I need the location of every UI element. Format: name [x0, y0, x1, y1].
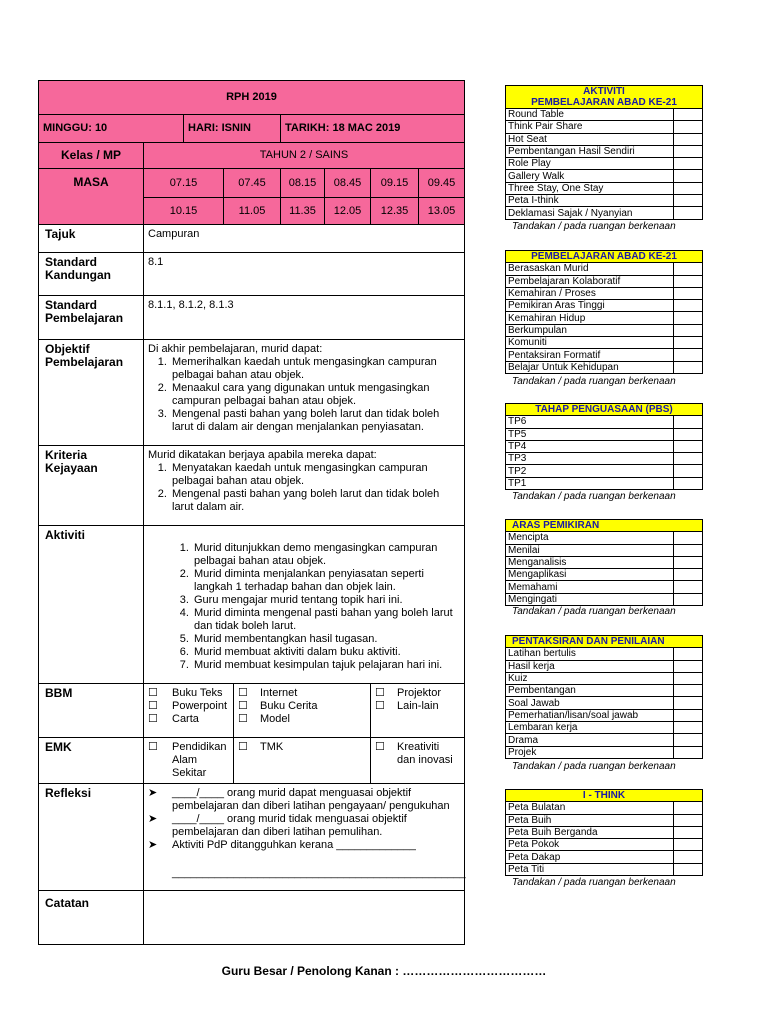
table-row-label: TP4	[506, 440, 674, 452]
emk-col-3	[371, 738, 465, 784]
table-row-label: Mengaplikasi	[506, 569, 674, 581]
table-row-label: Drama	[506, 734, 674, 746]
checkbox-icon[interactable]: ☐	[238, 687, 248, 699]
objektif-list	[148, 356, 460, 434]
bbm-col-2	[234, 684, 371, 738]
mark-cell[interactable]	[674, 581, 703, 593]
mark-cell[interactable]	[674, 746, 703, 758]
kriteria-cell	[144, 446, 465, 526]
table-row-label: TP2	[506, 465, 674, 477]
tandakan-note: Tandakan / pada ruangan berkenaan	[512, 491, 676, 502]
refleksi-text: Aktiviti PdP ditangguhkan kerana _____________	[172, 839, 416, 851]
table-row-label: Memahami	[506, 581, 674, 593]
checkbox-icon[interactable]: ☐	[238, 713, 248, 725]
mark-cell[interactable]	[674, 361, 703, 373]
checkbox-label: Lain-lain	[397, 700, 439, 712]
table-row-label: Berasaskan Murid	[506, 263, 674, 275]
mark-cell[interactable]	[674, 170, 703, 182]
time-slot: 11.05	[224, 198, 281, 225]
checkbox-item[interactable]	[375, 687, 460, 700]
standard-pembelajaran-label: Standard Pembelajaran	[39, 296, 144, 340]
tandakan-note: Tandakan / pada ruangan berkenaan	[512, 606, 676, 617]
table-row-label: Mengingati	[506, 593, 674, 605]
table-row-label: Pentaksiran Formatif	[506, 349, 674, 361]
mark-cell[interactable]	[674, 428, 703, 440]
mark-cell[interactable]	[674, 593, 703, 605]
time-slot: 10.15	[144, 198, 224, 225]
table-row-label: Peta Pokok	[506, 839, 674, 851]
aktiviti-list	[170, 542, 460, 672]
table-row-label: Projek	[506, 746, 674, 758]
refleksi-text: ____/____ orang murid dapat menguasai objektif pembelajaran dan diberi latihan pengayaan/ pengukuhan	[172, 787, 450, 812]
table-row-label: Three Stay, One Stay	[506, 182, 674, 194]
list-item: 1. Memerihalkan kaedah untuk mengasingkan campuran pelbagai bahan atau objek.	[170, 356, 460, 382]
checkbox-icon[interactable]: ☐	[148, 741, 158, 753]
pembelajaran-abad21-title: PEMBELAJARAN ABAD KE-21	[506, 251, 703, 263]
table-row-label: Menilai	[506, 544, 674, 556]
checkbox-label: Pendidikan Alam Sekitar	[172, 741, 227, 779]
i-think-title: I - THINK	[506, 790, 703, 802]
pentaksiran-title: PENTAKSIRAN DAN PENILAIAN	[506, 636, 703, 648]
refleksi-text: ____/____ orang murid tidak menguasai objektif pembelajaran dan diberi latihan pemulihan.	[172, 813, 407, 838]
mark-cell[interactable]	[674, 312, 703, 324]
time-slot: 13.05	[419, 198, 465, 225]
table-row-label: Peta Buih	[506, 814, 674, 826]
checkbox-label: Projektor	[397, 687, 442, 699]
mark-cell[interactable]	[674, 802, 703, 814]
list-item: 6. Murid membuat aktiviti dalam buku aktiviti.	[192, 646, 460, 659]
checkbox-item[interactable]	[148, 741, 229, 780]
table-row-label: Kuiz	[506, 672, 674, 684]
table-row-label: Kemahiran Hidup	[506, 312, 674, 324]
table-row-label: Hasil kerja	[506, 660, 674, 672]
kriteria-list	[148, 462, 460, 514]
list-item: 2. Murid diminta menjalankan penyiasatan seperti langkah 1 terhadap bahan dan objek lain.	[192, 568, 460, 594]
table-row-label: Kemahiran / Proses	[506, 287, 674, 299]
kriteria-label: Kriteria Kejayaan	[39, 446, 144, 526]
mark-cell[interactable]	[674, 851, 703, 863]
aktiviti-abad21-table	[505, 85, 703, 220]
objektif-cell	[144, 340, 465, 446]
mark-cell[interactable]	[674, 275, 703, 287]
mark-cell[interactable]	[674, 660, 703, 672]
checkbox-label: Kreativiti dan inovasi	[397, 741, 453, 766]
checkbox-icon[interactable]: ☐	[375, 687, 385, 699]
list-item: 7. Murid membuat kesimpulan tajuk pelajaran hari ini.	[192, 659, 460, 672]
table-row-label: Soal Jawab	[506, 697, 674, 709]
mark-cell[interactable]	[674, 324, 703, 336]
checkbox-label: TMK	[260, 741, 284, 753]
mark-cell[interactable]	[674, 121, 703, 133]
table-row-label: Pembentangan	[506, 685, 674, 697]
mark-cell[interactable]	[674, 337, 703, 349]
time-slot: 07.45	[224, 169, 281, 198]
mark-cell[interactable]	[674, 685, 703, 697]
standard-kandungan-value: 8.1	[144, 253, 465, 296]
checkbox-label: Buku Cerita	[260, 700, 318, 712]
aktiviti-cell	[144, 526, 465, 684]
tarikh-field: TARIKH: 18 MAC 2019	[281, 115, 465, 143]
list-item: 4. Murid diminta mengenal pasti bahan yang boleh larut dan tidak boleh larut.	[192, 607, 460, 633]
aras-pemikiran-table	[505, 519, 703, 606]
mark-cell[interactable]	[674, 453, 703, 465]
table-row-label: Pembelajaran Kolaboratif	[506, 275, 674, 287]
aktiviti-abad21-title: AKTIVITI PEMBELAJARAN ABAD KE-21	[506, 86, 703, 109]
checkbox-item[interactable]	[238, 713, 366, 726]
checkbox-icon[interactable]: ☐	[375, 700, 385, 712]
mark-cell[interactable]	[674, 263, 703, 275]
table-row-label: TP1	[506, 477, 674, 489]
aras-pemikiran-title: ARAS PEMIKIRAN	[506, 520, 703, 532]
i-think-table	[505, 789, 703, 876]
refleksi-blank-line: ________________________________________________	[172, 867, 466, 879]
list-item: 5. Murid membentangkan hasil tugasan.	[192, 633, 460, 646]
table-row-label: Pembentangan Hasil Sendiri	[506, 145, 674, 157]
tahap-penguasaan-table	[505, 403, 703, 490]
list-item	[148, 787, 460, 813]
checkbox-label: Buku Teks	[172, 687, 223, 699]
table-row-label: Gallery Walk	[506, 170, 674, 182]
checkbox-icon[interactable]: ☐	[238, 741, 248, 753]
checkbox-item[interactable]	[238, 687, 366, 700]
mark-cell[interactable]	[674, 839, 703, 851]
checkbox-label: Internet	[260, 687, 298, 699]
checkbox-icon[interactable]: ☐	[148, 713, 158, 725]
refleksi-label: Refleksi	[39, 784, 144, 891]
aktiviti-label: Aktiviti	[39, 526, 144, 684]
mark-cell[interactable]	[674, 709, 703, 721]
mark-cell[interactable]	[674, 349, 703, 361]
emk-label: EMK	[39, 738, 144, 784]
table-row-label: Berkumpulan	[506, 324, 674, 336]
checkbox-icon[interactable]: ☐	[375, 741, 385, 753]
arrow-bullet-icon: ➤	[148, 787, 158, 799]
mark-cell[interactable]	[674, 569, 703, 581]
mark-cell[interactable]	[674, 440, 703, 452]
table-row-label: Peta Buih Berganda	[506, 826, 674, 838]
table-row-label: Think Pair Share	[506, 121, 674, 133]
table-row-label: Peta I-think	[506, 195, 674, 207]
tajuk-value: Campuran	[144, 225, 465, 253]
masa-label: MASA	[39, 169, 144, 225]
bbm-col-1	[144, 684, 234, 738]
mark-cell[interactable]	[674, 416, 703, 428]
table-row-label: Hot Seat	[506, 133, 674, 145]
bbm-label: BBM	[39, 684, 144, 738]
mark-cell[interactable]	[674, 195, 703, 207]
mark-cell[interactable]	[674, 648, 703, 660]
checkbox-item[interactable]	[148, 713, 229, 726]
mark-cell[interactable]	[674, 826, 703, 838]
mark-cell[interactable]	[674, 465, 703, 477]
mark-cell[interactable]	[674, 477, 703, 489]
table-row-label: Role Play	[506, 158, 674, 170]
checkbox-item[interactable]	[238, 741, 366, 754]
mark-cell[interactable]	[674, 207, 703, 219]
list-item: 3. Guru mengajar murid tentang topik hari ini.	[192, 594, 460, 607]
arrow-bullet-icon: ➤	[148, 839, 158, 851]
table-row-label: TP5	[506, 428, 674, 440]
mark-cell[interactable]	[674, 532, 703, 544]
rph-title: RPH 2019	[39, 81, 465, 115]
catatan-label: Catatan	[39, 891, 144, 945]
table-row-label: Mencipta	[506, 532, 674, 544]
table-row-label: Pemerhatian/lisan/soal jawab	[506, 709, 674, 721]
table-row-label: Round Table	[506, 109, 674, 121]
mark-cell[interactable]	[674, 158, 703, 170]
list-item: 1. Murid ditunjukkan demo mengasingkan campuran pelbagai bahan atau objek.	[192, 542, 460, 568]
kelas-value: TAHUN 2 / SAINS	[144, 143, 465, 169]
checkbox-item[interactable]	[375, 741, 460, 767]
standard-pembelajaran-value: 8.1.1, 8.1.2, 8.1.3	[144, 296, 465, 340]
catatan-value	[144, 891, 465, 945]
mark-cell[interactable]	[674, 133, 703, 145]
objektif-label: Objektif Pembelajaran	[39, 340, 144, 446]
table-row-label: Deklamasi Sajak / Nyanyian	[506, 207, 674, 219]
table-row-label: Peta Dakap	[506, 851, 674, 863]
pembelajaran-abad21-table	[505, 250, 703, 374]
list-item	[148, 839, 460, 852]
mark-cell[interactable]	[674, 722, 703, 734]
tahap-penguasaan-title: TAHAP PENGUASAAN (PBS)	[506, 404, 703, 416]
objektif-intro: Di akhir pembelajaran, murid dapat:	[148, 343, 323, 355]
table-row-label: Lembaran kerja	[506, 722, 674, 734]
mark-cell[interactable]	[674, 300, 703, 312]
table-row-label: Peta Bulatan	[506, 802, 674, 814]
checkbox-label: Powerpoint	[172, 700, 228, 712]
tajuk-label: Tajuk	[39, 225, 144, 253]
list-item	[148, 813, 460, 839]
time-slot: 12.05	[325, 198, 371, 225]
list-item: 1. Menyatakan kaedah untuk mengasingkan campuran pelbagai bahan atau objek.	[170, 462, 460, 488]
checkbox-icon[interactable]: ☐	[238, 700, 248, 712]
time-slot: 08.15	[281, 169, 325, 198]
mark-cell[interactable]	[674, 182, 703, 194]
standard-kandungan-label: Standard Kandungan	[39, 253, 144, 296]
list-item: 2. Mengenal pasti bahan yang boleh larut dan tidak boleh larut dalam air.	[170, 488, 460, 514]
table-row-label: TP3	[506, 453, 674, 465]
pentaksiran-table	[505, 635, 703, 759]
list-item: 3. Mengenal pasti bahan yang boleh larut dan tidak boleh larut di dalam air dengan menjalankan penyiasatan.	[170, 408, 460, 434]
checkbox-label: Carta	[172, 713, 199, 725]
arrow-bullet-icon: ➤	[148, 813, 158, 825]
rph-table	[38, 80, 465, 945]
checkbox-icon[interactable]: ☐	[148, 700, 158, 712]
mark-cell[interactable]	[674, 672, 703, 684]
tandakan-note: Tandakan / pada ruangan berkenaan	[512, 221, 676, 232]
table-row-label: Pemikiran Aras Tinggi	[506, 300, 674, 312]
time-slot: 11.35	[281, 198, 325, 225]
emk-col-1	[144, 738, 234, 784]
time-slot: 09.45	[419, 169, 465, 198]
bbm-col-3	[371, 684, 465, 738]
table-row-label: TP6	[506, 416, 674, 428]
table-row-label: Komuniti	[506, 337, 674, 349]
list-item: 2. Menaakul cara yang digunakan untuk mengasingkan campuran pelbagai bahan atau objek.	[170, 382, 460, 408]
checkbox-item[interactable]	[148, 687, 229, 700]
table-row-label: Belajar Untuk Kehidupan	[506, 361, 674, 373]
tandakan-note: Tandakan / pada ruangan berkenaan	[512, 376, 676, 387]
time-slot: 08.45	[325, 169, 371, 198]
kriteria-intro: Murid dikatakan berjaya apabila mereka dapat:	[148, 449, 377, 461]
emk-col-2	[234, 738, 371, 784]
time-slot: 07.15	[144, 169, 224, 198]
mark-cell[interactable]	[674, 734, 703, 746]
mark-cell[interactable]	[674, 814, 703, 826]
mark-cell[interactable]	[674, 697, 703, 709]
kelas-label: Kelas / MP	[39, 143, 144, 169]
mark-cell[interactable]	[674, 287, 703, 299]
time-slot: 09.15	[371, 169, 419, 198]
tandakan-note: Tandakan / pada ruangan berkenaan	[512, 761, 676, 772]
table-row-label: Menganalisis	[506, 556, 674, 568]
mark-cell[interactable]	[674, 556, 703, 568]
hari-field: HARI: ISNIN	[184, 115, 281, 143]
signature-footer: Guru Besar / Penolong Kanan : ………………………………	[221, 964, 547, 978]
checkbox-item[interactable]	[375, 700, 460, 713]
minggu-field: MINGGU: 10	[39, 115, 184, 143]
mark-cell[interactable]	[674, 863, 703, 875]
mark-cell[interactable]	[674, 145, 703, 157]
time-slot: 12.35	[371, 198, 419, 225]
table-row-label: Latihan bertulis	[506, 648, 674, 660]
checkbox-item[interactable]	[148, 700, 229, 713]
refleksi-cell	[144, 784, 465, 891]
checkbox-icon[interactable]: ☐	[148, 687, 158, 699]
table-row-label: Peta Titi	[506, 863, 674, 875]
tandakan-note: Tandakan / pada ruangan berkenaan	[512, 877, 676, 888]
checkbox-item[interactable]	[238, 700, 366, 713]
checkbox-label: Model	[260, 713, 290, 725]
mark-cell[interactable]	[674, 109, 703, 121]
mark-cell[interactable]	[674, 544, 703, 556]
